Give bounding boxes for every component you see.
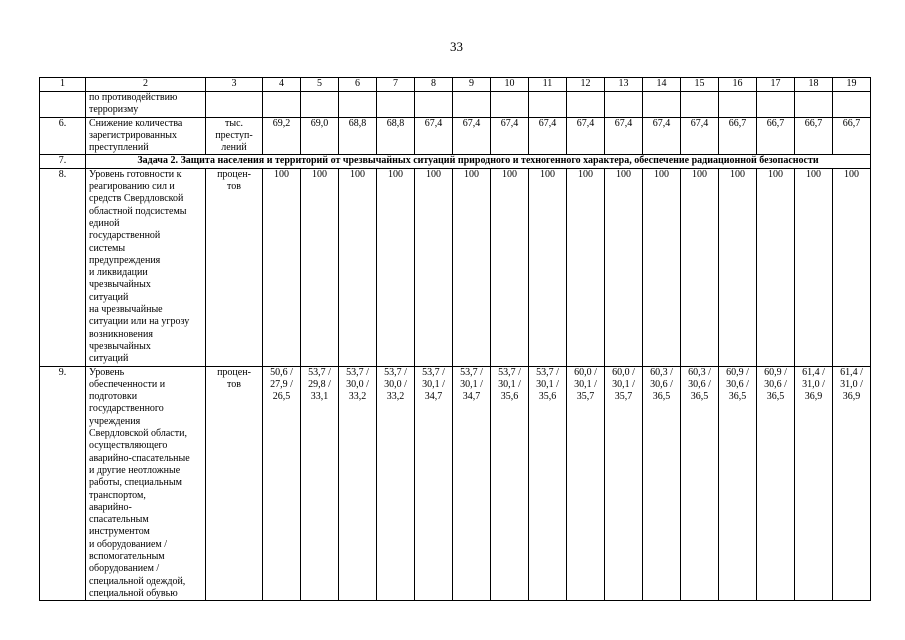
value-cell (339, 92, 377, 118)
value-cell: 100 (415, 168, 453, 366)
indicator-name-line: государственной (89, 230, 161, 242)
indicator-name-line: работы, специальным (89, 477, 182, 489)
value-cell (643, 92, 681, 118)
unit-cell-line: процен- (217, 168, 251, 180)
value-cell: 100 (757, 168, 795, 366)
value-cell: 53,7 / 30,0 / 33,2 (377, 366, 415, 601)
indicator-name-line: средств Свердловской (89, 193, 184, 205)
value-cell: 53,7 / 30,1 / 34,7 (415, 366, 453, 601)
value-cell (263, 92, 301, 118)
value-cell (605, 92, 643, 118)
header-cell: 19 (833, 78, 871, 92)
indicator-name (86, 168, 206, 366)
indicator-name-line: чрезвычайных (89, 279, 151, 291)
header-cell: 5 (301, 78, 339, 92)
unit-cell-line: тыс. (224, 117, 244, 129)
indicator-name-line: реагированию сил и (89, 181, 175, 193)
value-cell: 69,0 (301, 117, 339, 155)
indicator-name-line: учреждения (89, 415, 141, 427)
value-cell (415, 92, 453, 118)
indicator-name-line: единой (89, 217, 120, 229)
indicator-name-line: вспомогательным (89, 550, 165, 562)
indicator-name-line: Уровень (89, 366, 125, 378)
table-row (40, 168, 871, 366)
indicator-name-line: по противодействию (89, 92, 178, 103)
indicator-name-line: аварийно- (89, 501, 132, 513)
header-row (40, 78, 871, 92)
value-cell (757, 92, 795, 118)
value-cell: 67,4 (643, 117, 681, 155)
indicator-name-line: осуществляющего (89, 440, 168, 452)
header-cell: 6 (339, 78, 377, 92)
row-number: 6. (40, 117, 86, 155)
indicator-name-line: ситуаций (89, 353, 129, 365)
header-cell: 7 (377, 78, 415, 92)
table-row (40, 92, 871, 118)
header-cell: 1 (40, 78, 86, 92)
indicator-name-line: на чрезвычайные (89, 304, 163, 316)
indicator-name-line: Уровень готовности к (89, 168, 182, 180)
header-cell: 16 (719, 78, 757, 92)
header-cell: 3 (206, 78, 263, 92)
header-cell: 8 (415, 78, 453, 92)
indicator-name-line: транспортом, (89, 489, 146, 501)
value-cell: 61,4 / 31,0 / 36,9 (833, 366, 871, 601)
value-cell (833, 92, 871, 118)
value-cell: 67,4 (453, 117, 491, 155)
value-cell: 66,7 (757, 117, 795, 155)
unit-cell (206, 92, 263, 118)
row-number: 9. (40, 366, 86, 601)
indicator-name-line: зарегистрированных (89, 129, 178, 141)
indicator-name-line: терроризму (89, 104, 139, 116)
value-cell: 60,3 / 30,6 / 36,5 (681, 366, 719, 601)
value-cell: 68,8 (377, 117, 415, 155)
indicator-name-line: предупреждения (89, 254, 161, 266)
task-row (40, 155, 871, 168)
value-cell: 53,7 / 30,1 / 34,7 (453, 366, 491, 601)
header-cell: 10 (491, 78, 529, 92)
value-cell: 67,4 (605, 117, 643, 155)
indicator-name-line: Свердловской области, (89, 428, 187, 440)
value-cell: 100 (605, 168, 643, 366)
value-cell: 100 (263, 168, 301, 366)
indicator-name (86, 117, 206, 155)
unit-cell-line: тов (227, 378, 241, 390)
indicator-name-line: спасательным (89, 514, 149, 526)
value-cell (681, 92, 719, 118)
value-cell: 100 (643, 168, 681, 366)
indicator-name-line: и другие неотложные (89, 464, 181, 476)
value-cell: 60,9 / 30,6 / 36,5 (719, 366, 757, 601)
value-cell: 100 (567, 168, 605, 366)
row-number: 8. (40, 168, 86, 366)
value-cell: 100 (491, 168, 529, 366)
indicator-name-line: оборудованием / (89, 563, 160, 575)
indicator-name-line: государственного (89, 403, 164, 415)
value-cell: 60,0 / 30,1 / 35,7 (605, 366, 643, 601)
indicator-name-line: преступлений (89, 142, 149, 154)
indicator-name-line: областной подсистемы (89, 205, 187, 217)
value-cell: 60,0 / 30,1 / 35,7 (567, 366, 605, 601)
value-cell: 53,7 / 29,8 / 33,1 (301, 366, 339, 601)
header-cell: 11 (529, 78, 567, 92)
header-cell: 2 (86, 78, 206, 92)
unit-cell-line: тов (227, 181, 241, 193)
value-cell: 100 (719, 168, 757, 366)
value-cell: 100 (795, 168, 833, 366)
header-cell: 12 (567, 78, 605, 92)
indicator-name-line: специальной обувью (89, 587, 178, 599)
value-cell (453, 92, 491, 118)
indicator-name (86, 92, 206, 118)
indicator-name-line: чрезвычайных (89, 340, 151, 352)
indicator-name-line: системы (89, 242, 126, 254)
indicator-name-line: и ликвидации (89, 267, 148, 279)
unit-cell (206, 168, 263, 366)
value-cell: 53,7 / 30,1 / 35,6 (491, 366, 529, 601)
indicator-name-line: подготовки (89, 391, 138, 403)
table-row (40, 117, 871, 155)
indicator-name-line: специальной одеждой, (89, 575, 186, 587)
value-cell (567, 92, 605, 118)
indicator-name-line: Снижение количества (89, 117, 183, 129)
value-cell: 100 (339, 168, 377, 366)
value-cell: 61,4 / 31,0 / 36,9 (795, 366, 833, 601)
indicator-name (86, 366, 206, 601)
indicator-name-line: обеспеченности и (89, 378, 166, 390)
indicator-name-line: аварийно-спасательные (89, 452, 190, 464)
row-number (40, 92, 86, 118)
value-cell: 53,7 / 30,1 / 35,6 (529, 366, 567, 601)
header-cell: 14 (643, 78, 681, 92)
value-cell: 100 (453, 168, 491, 366)
unit-cell (206, 117, 263, 155)
value-cell: 100 (301, 168, 339, 366)
value-cell: 60,9 / 30,6 / 36,5 (757, 366, 795, 601)
value-cell: 100 (833, 168, 871, 366)
value-cell (529, 92, 567, 118)
unit-cell (206, 366, 263, 601)
value-cell: 50,6 / 27,9 / 26,5 (263, 366, 301, 601)
value-cell: 69,2 (263, 117, 301, 155)
indicators-table (39, 77, 871, 601)
header-cell: 17 (757, 78, 795, 92)
header-cell: 13 (605, 78, 643, 92)
unit-cell-line: лений (221, 142, 247, 154)
unit-cell-line: процен- (217, 366, 251, 378)
value-cell: 66,7 (795, 117, 833, 155)
indicator-name-line: инструментом (89, 526, 150, 538)
header-cell: 18 (795, 78, 833, 92)
value-cell: 67,4 (681, 117, 719, 155)
indicator-name-line: ситуации или на угрозу (89, 316, 190, 328)
value-cell: 67,4 (567, 117, 605, 155)
value-cell: 67,4 (415, 117, 453, 155)
value-cell: 66,7 (833, 117, 871, 155)
indicator-name-line: ситуаций (89, 291, 129, 303)
indicator-name-line: и оборудованием / (89, 538, 168, 550)
value-cell: 100 (377, 168, 415, 366)
page-number: 33 (450, 39, 463, 54)
value-cell: 53,7 / 30,0 / 33,2 (339, 366, 377, 601)
indicator-name-line: возникновения (89, 328, 153, 340)
value-cell (377, 92, 415, 118)
value-cell: 100 (529, 168, 567, 366)
value-cell (301, 92, 339, 118)
value-cell: 60,3 / 30,6 / 36,5 (643, 366, 681, 601)
value-cell: 67,4 (491, 117, 529, 155)
value-cell: 67,4 (529, 117, 567, 155)
value-cell: 68,8 (339, 117, 377, 155)
value-cell: 100 (681, 168, 719, 366)
row-number: 7. (40, 155, 86, 168)
header-cell: 15 (681, 78, 719, 92)
header-cell: 9 (453, 78, 491, 92)
value-cell: 66,7 (719, 117, 757, 155)
table-row (40, 366, 871, 601)
task-title: Задача 2. Защита населения и территорий от чрезвычайных ситуаций природного и техногенного характера, обеспечение радиационной безопасности (86, 155, 871, 168)
value-cell (795, 92, 833, 118)
header-cell: 4 (263, 78, 301, 92)
unit-cell-line: преступ- (215, 129, 253, 141)
value-cell (719, 92, 757, 118)
value-cell (491, 92, 529, 118)
